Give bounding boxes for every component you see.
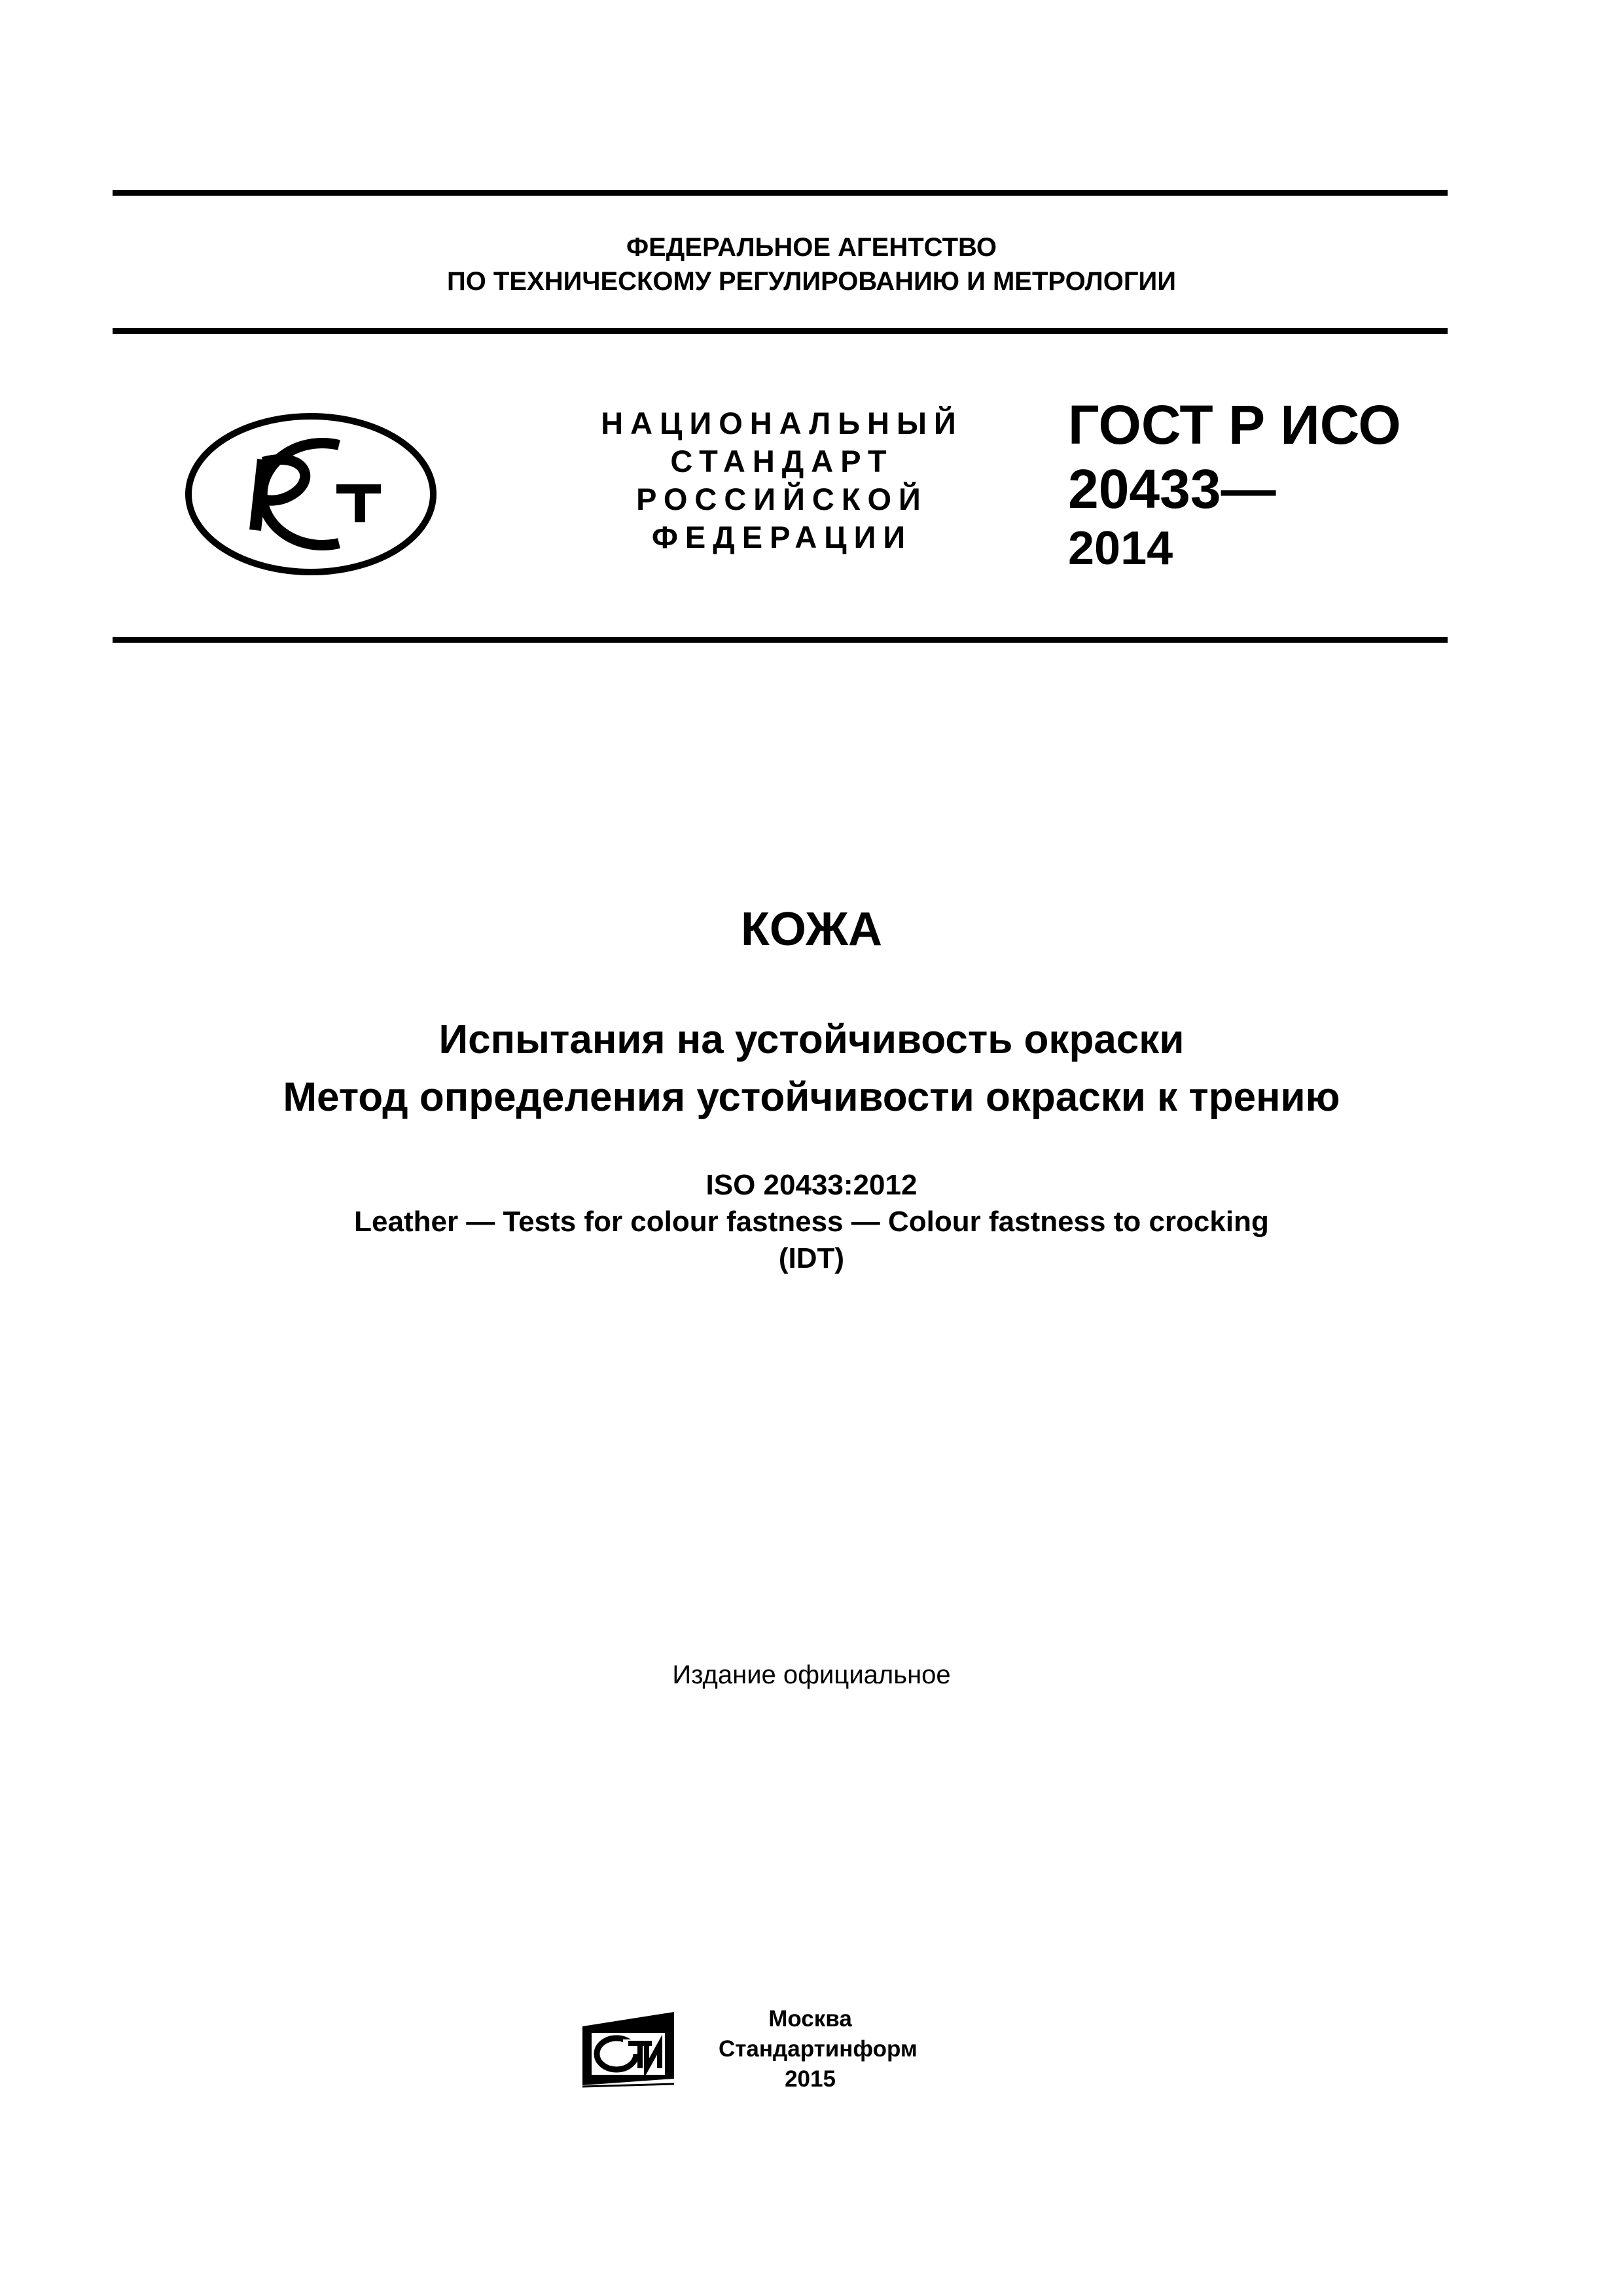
designation-line-2: 20433— <box>1068 458 1276 520</box>
rst-logo-icon <box>185 412 437 579</box>
publisher-info <box>719 2004 918 2094</box>
iso-reference: ISO 20433:2012 <box>705 1169 918 1201</box>
nat-line-1: НАЦИОНАЛЬНЫЙ <box>601 406 963 440</box>
document-subtitle-1: Испытания на устойчивость окраски <box>438 1017 1185 1062</box>
agency-header <box>0 230 1623 298</box>
top-rule <box>113 190 1448 196</box>
edition-label: Издание официальное <box>672 1660 951 1689</box>
nat-line-4: ФЕДЕРАЦИИ <box>651 520 913 554</box>
agency-line-2: ПО ТЕХНИЧЕСКОМУ РЕГУЛИРОВАНИЮ И МЕТРОЛОГИИ <box>446 267 1177 296</box>
designation-line-1: ГОСТ Р ИСО <box>1068 394 1401 456</box>
iso-degree: (IDT) <box>778 1242 845 1274</box>
nat-line-3: РОССИЙСКОЙ <box>636 482 928 516</box>
document-title: КОЖА <box>740 903 883 956</box>
agency-bottom-rule <box>113 328 1448 334</box>
agency-line-1: ФЕДЕРАЛЬНОЕ АГЕНТСТВО <box>626 233 997 262</box>
document-subtitle-2: Метод определения устойчивости окраски к трению <box>283 1075 1340 1120</box>
standartinform-logo-icon <box>576 2007 683 2095</box>
national-standard-label <box>576 404 988 556</box>
publisher-name: Стандартинформ <box>719 2036 918 2062</box>
standard-designation <box>1068 393 1401 576</box>
header-bottom-rule <box>113 637 1448 643</box>
iso-title: Leather — Tests for colour fastness — Colour fastness to crocking <box>354 1206 1269 1238</box>
publisher-city: Москва <box>768 2006 852 2032</box>
nat-line-2: СТАНДАРТ <box>670 444 894 478</box>
publisher-year: 2015 <box>785 2066 836 2092</box>
designation-year: 2014 <box>1068 522 1173 575</box>
